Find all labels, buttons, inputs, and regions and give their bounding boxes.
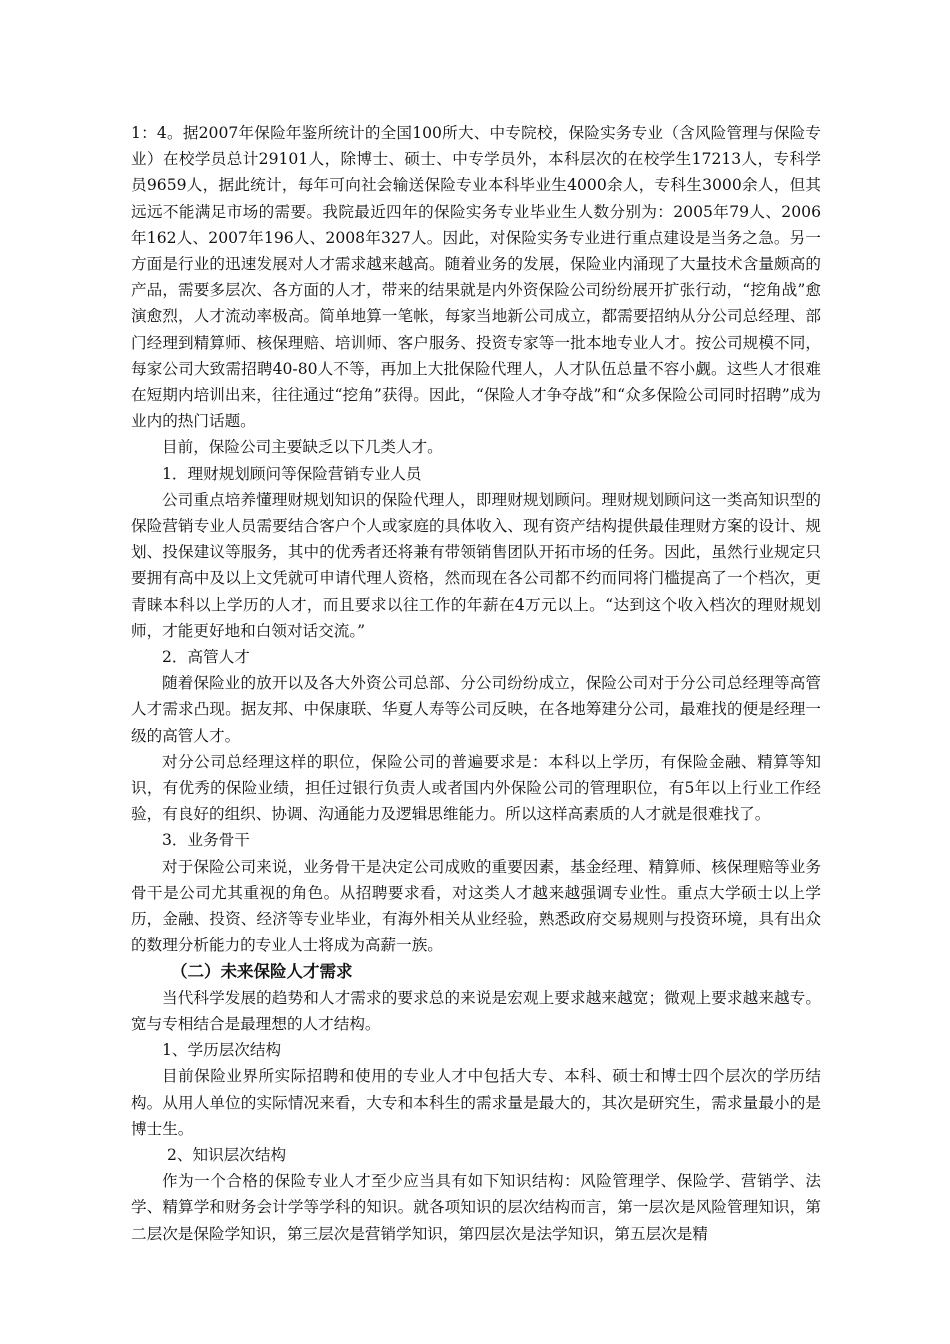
paragraph-future-demand: 当代科学发展的趋势和人才需求的要求总的来说是宏观上要求越来越宽；微观上要求越来越专。宽与专相结合是最理想的人才结构。 (131, 988, 821, 1033)
paragraph-business-backbone: 对于保险公司来说，业务骨干是决定公司成败的重要因素，基金经理、精算师、核保理赔等业务骨干是公司尤其重视的角色。从招聘要求看，对这类人才越来越强调专业性。重点大学硕士以上学历，金融、投资、经济等专业毕业，有海外相关从业经验，熟悉政府交易规则与投资环境，具有出众的数理分析能力的专业人士将成为高薪一族。 (131, 857, 821, 955)
paragraph-senior-management-demand: 随着保险业的放开以及各大外资公司总部、分公司纷纷成立，保险公司对于分公司总经理等高管人才需求凸现。据友邦、中保康联、华夏人寿等公司反映，在各地筹建分公司，最难找的便是经理一级的高管人才。 (131, 674, 821, 745)
paragraph-knowledge-structure: 作为一个合格的保险专业人才至少应当具有如下知识结构：风险管理学、保险学、营销学、法学、精算学和财务会计学等学科的知识。就各项知识的层次结构而言，第一层次是风险管理知识，第二层次是保险学知识，第三层次是营销学知识，第四层次是法学知识，第五层次是精 (131, 1172, 821, 1243)
paragraph-education-structure: 目前保险业界所实际招聘和使用的专业人才中包括大专、本科、硕士和博士四个层次的学历结构。从用人单位的实际情况来看，大专和本科生的需求量是最大的，其次是研究生，需求量最小的是博士生。 (131, 1067, 821, 1138)
paragraph-financial-planning-advisor: 公司重点培养懂理财规划知识的保险代理人，即理财规划顾问。理财规划顾问这一类高知识型的保险营销专业人员需要结合客户个人或家庭的具体收入、现有资产结构提供最佳理财方案的设计、规划、投保建议等服务，其中的优秀者还将兼有带领销售团队开拓市场的任务。因此，虽然行业规定只要拥有高中及以上文凭就可申请代理人资格，然而现在各公司都不约而同将门槛提高了一个档次，更青睐本科以上学历的人才，而且要求以往工作的年薪在4万元以上。“达到这个收入档次的理财规划师，才能更好地和白领对话交流。” (131, 490, 821, 640)
document-body (131, 120, 821, 1247)
subheading-senior-management: 2．高管人才 (162, 648, 250, 667)
paragraph-talent-shortage-intro: 目前，保险公司主要缺乏以下几类人才。 (162, 438, 443, 457)
paragraph-senior-management-requirements: 对分公司总经理这样的职位，保险公司的普遍要求是：本科以上学历，有保险金融、精算等知识，有优秀的保险业绩，担任过银行负责人或者国内外保险公司的管理职位，有5年以上行业工作经验，有良好的组织、协调、沟通能力及逻辑思维能力。所以这样高素质的人才就是很难找了。 (131, 752, 821, 824)
section-heading-future-demand: （二）未来保险人才需求 (171, 961, 353, 981)
subheading-knowledge-structure: 2、知识层次结构 (167, 1145, 287, 1164)
subheading-business-backbone: 3．业务骨干 (162, 831, 250, 850)
subheading-financial-planning-advisor: 1．理财规划顾问等保险营销专业人员 (162, 464, 422, 483)
subheading-education-structure: 1、学历层次结构 (162, 1041, 282, 1060)
paragraph-talent-statistics: 1：4。据2007年保险年鉴所统计的全国100所大、中专院校，保险实务专业（含风险管理与保险专业）在校学员总计29101人，除博士、硕士、中专学员外，本科层次的在校学生17213人，专科学员9659人，据此统计，每年可向社会输送保险专业本科毕业生4000余人，专科生3000余人，但其远远不能满足市场的需要。我院最近四年的保险实务专业毕业生人数分别为：2005年79人、2006年162人、2007年196人、2008年327人。因此，对保险实务专业进行重点建设是当务之急。另一方面是行业的迅速发展对人才需求越来越高。随着业务的发展，保险业内涌现了大量技术含量颇高的产品，需要多层次、各方面的人才，带来的结果就是内外资保险公司纷纷展开扩张行动，“挖角战”愈演愈烈，人才流动率极高。简单地算一笔帐，每家当地新公司成立，都需要招纳从分公司总经理、部门经理到精算师、核保理赔、培训师、客户服务、投资专家等一批本地专业人才。按公司规模不同，每家公司大致需招聘40-80人不等，再加上大批保险代理人，人才队伍总量不容小觑。这些人才很难在短期内培训出来，往往通过“挖角”获得。因此，“保险人才争夺战”和“众多保险公司同时招聘”成为业内的热门话题。 (131, 124, 821, 431)
